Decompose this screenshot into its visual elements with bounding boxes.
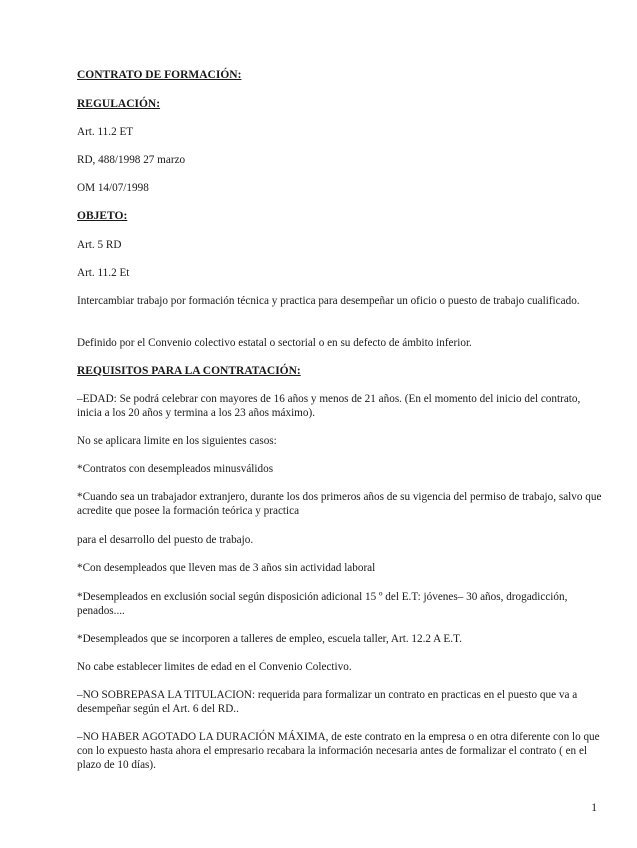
- paragraph: Art. 11.2 ET: [77, 126, 134, 138]
- paragraph: Definido por el Convenio colectivo estatal o sectorial o en su defecto de ámbito inferior.: [77, 337, 472, 349]
- paragraph: Intercambiar trabajo por formación técnica y practica para desempeñar un oficio o puesto de trabajo cualificado.: [77, 295, 580, 307]
- section-heading-regulacion: REGULACIÓN:: [77, 98, 161, 110]
- document-title: CONTRATO DE FORMACIÓN:: [77, 69, 242, 81]
- paragraph: *Con desempleados que lleven mas de 3 años sin actividad laboral: [77, 562, 376, 574]
- paragraph: *Desempleados en exclusión social según disposición adicional 15 º del E.T: jóvenes– 30 años, drogadicción, penados....: [77, 591, 568, 617]
- paragraph: *Desempleados que se incorporen a talleres de empleo, escuela taller, Art. 12.2 A E.T.: [77, 633, 462, 645]
- section-heading-objeto: OBJETO:: [77, 210, 128, 222]
- section-heading-requisitos: REQUISITOS PARA LA CONTRATACIÓN:: [77, 365, 301, 377]
- paragraph: Art. 5 RD: [77, 239, 122, 251]
- paragraph: No cabe establecer limites de edad en el Convenio Colectivo.: [77, 661, 352, 673]
- paragraph: –NO SOBREPASA LA TITULACION: requerida para formalizar un contrato en practicas en el puesto que va a desempeñar según el Art. 6 del RD..: [77, 689, 578, 715]
- paragraph: Art. 11.2 Et: [77, 267, 130, 279]
- page-number: 1: [591, 802, 597, 814]
- paragraph: *Contratos con desempleados minusválidos: [77, 463, 274, 475]
- paragraph: –NO HABER AGOTADO LA DURACIÓN MÁXIMA, de este contrato en la empresa o en otra diferente con lo que con lo expuesto hasta ahora el empresario recabara la información necesaria antes de formalizar el contrato ( en el plazo de 10 días).: [77, 731, 600, 771]
- paragraph: para el desarrollo del puesto de trabajo.: [77, 534, 254, 546]
- paragraph: –EDAD: Se podrá celebrar con mayores de 16 años y menos de 21 años. (En el momento del inicio del contrato, inicia a los 20 años y termina a los 23 años máximo).: [77, 393, 581, 419]
- paragraph: No se aplicara limite en los siguientes casos:: [77, 435, 277, 447]
- paragraph: RD, 488/1998 27 marzo: [77, 154, 186, 166]
- paragraph: *Cuando sea un trabajador extranjero, durante los dos primeros años de su vigencia del permiso de trabajo, salvo que acredite que posee la formación teórica y practica: [77, 491, 602, 517]
- paragraph: OM 14/07/1998: [77, 182, 149, 194]
